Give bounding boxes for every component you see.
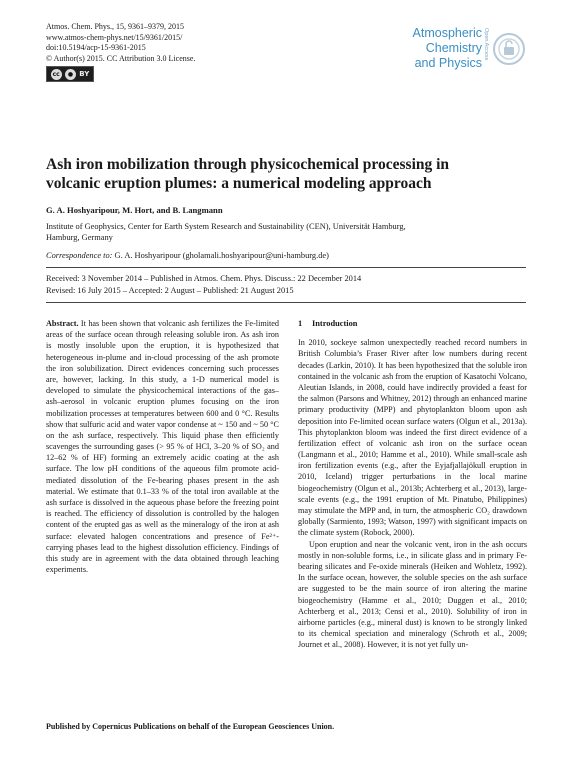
introduction-column [298,318,527,650]
article-doi[interactable]: doi:10.5194/acp-15-9361-2015 [46,43,146,53]
article-dates [46,273,361,296]
article-title-line1: Ash iron mobilization through physicochemical processing in [46,156,450,173]
affiliation-line2: Hamburg, Germany [46,233,113,242]
journal-name-line2: Chemistry [425,41,482,55]
section-number: 1 [298,319,303,328]
article-title [46,155,526,193]
intro-paragraph-2: Upon eruption and near the volcanic vent, iron in the ash occurs mostly in non-soluble forms, i.e., in silicate glass and in primary Fe-bearing silicates and Fe-oxide minerals (Heiken and Wohletz, 1992). In the surface ocean, however, the soluble species on the ash surface are suggested to be the main source of iron altering the marine biogeochemistry (Hamme et al., 2010; Duggen et al., 2010; Achterberg et al., 2013; Censi et al., 2010). Solubility of iron in airborne particles (e.g., mineral dust) is known to be strongly linked to its chemical speciation and mineralogy (Schroth et al., 2009; Journet et al., 2008). However, it is not yet fully un- [298,539,527,650]
open-access-label: Open Access [483,28,489,61]
journal-name-line1: Atmospheric [412,26,482,40]
abstract-paragraph [46,318,279,575]
journal-logo [402,26,526,86]
correspondence-label: Correspondence to: [46,251,113,260]
author-affiliation [46,221,486,243]
attribution-person-icon: ● [65,69,76,80]
affiliation-line1: Institute of Geophysics, Center for Earth System Research and Sustainability (CEN), Universität Hamburg, [46,222,406,231]
section-title: Introduction [312,319,358,328]
publisher-footer: Published by Copernicus Publications on behalf of the European Geosciences Union. [46,722,335,731]
article-title-line2: volcanic eruption plumes: a numerical modeling approach [46,175,432,192]
section-heading [298,318,527,329]
cc-icon: cc [52,70,60,78]
correspondence-contact[interactable]: G. A. Hoshyaripour (gholamali.hoshyaripour@uni-hamburg.de) [112,251,329,260]
abstract-text: It has been shown that volcanic ash fertilizes the Fe-limited areas of the surface ocean through releasing soluble iron. As ash iron is mostly insoluble upon the eruption, it is hypothesized that heterogeneous in-plume and in-cloud processing of the ash promote the iron solubilization. Direct evidences concerning such processes are, however, lacking. In this study, a 1-D numerical model is developed to simulate the physicochemical interactions of the gas–ash–aerosol in volcanic eruption plumes focusing on the iron mobilization processes at temperatures between 600 and 0 °C. Results show that sulfuric acid and water vapor condense at ~ 150 and ~ 50 °C on the ash surface, respectively. This liquid phase then efficiently scavenges the surrounding gases (> 95 % of HCl, 3–20 % of SO₂ and 12–62 % of HF) forming an extremely acidic coating at the ash surface. The low pH conditions of the aqueous film promote acid-mediated dissolution of the Fe-bearing phases present in the ash material. We estimate that 0.1–33 % of the total iron available at the ash surface is dissolved in the aqueous phase before the freezing point is reached. The efficiency of dissolution is controlled by the halogen content of the erupted gas as well as the mineralogy of the iron at ash surface: elevated halogen concentrations and presence of Fe²⁺-carrying phases lead to the highest dissolution efficiency. Findings of this study are in agreement with the data obtained through leaching experiments. [46,319,279,575]
cc-by-label: BY [79,70,90,78]
article-authors: G. A. Hoshyaripour, M. Hort, and B. Langmann [46,205,223,215]
header-divider-bottom [46,302,526,303]
journal-name [402,26,482,71]
journal-name-line3: and Physics [414,56,482,70]
dates-line2: Revised: 16 July 2015 – Accepted: 2 August – Published: 21 August 2015 [46,285,294,295]
abstract-column [46,318,279,575]
correspondence [46,251,329,260]
open-access-lock-icon [492,32,526,66]
journal-header-meta [46,22,306,64]
abstract-label: Abstract. [46,319,79,328]
header-divider-top [46,267,526,268]
dates-line1: Received: 3 November 2014 – Published in Atmos. Chem. Phys. Discuss.: 22 December 2014 [46,274,362,283]
license-text: © Author(s) 2015. CC Attribution 3.0 License. [46,53,196,63]
intro-paragraph-1: In 2010, sockeye salmon unexpectedly reached record numbers in British Columbia’s Fraser River after low numbers during recent decades (Larkin, 2010). It has been hypothesized that the soluble iron contained in the volcanic ash from the eruption of Kasatochi Volcano, Aleutian Islands, in 2008, could have indirectly provided a feast for the salmon (Parsons and Whitney, 2012) through an enhanced marine primary productivity (MPP) and phytoplankton bloom upon ash deposition into Fe-limited ocean surface waters (Olgun et al., 2013a). This phytoplankton bloom was indeed the first direct evidence of a fertilization effect of volcanic ash iron on the surface ocean (Langmann et al., 2010; Hamme et al., 2010). While small-scale ash iron fertilization events (e.g., after the Eyjafjallajökull eruption in 2010, Iceland) trigger perturbations in the local marine biogeochemistry (Olgun et al., 2013b; Achterberg et al., 2013), large-scale events (e.g., the 1991 eruption of Mt. Pinatubo, Philippines) may stimulate the MPP and, in turn, the atmospheric CO₂ drawdown globally (Sarmiento, 1993; Watson, 1997) with significant impacts on the climate system (Robock, 2000). [298,338,527,538]
journal-citation: Atmos. Chem. Phys., 15, 9361–9379, 2015 [46,22,185,31]
article-url[interactable]: www.atmos-chem-phys.net/15/9361/2015/ [46,32,183,42]
cc-license-badge[interactable] [46,66,94,82]
